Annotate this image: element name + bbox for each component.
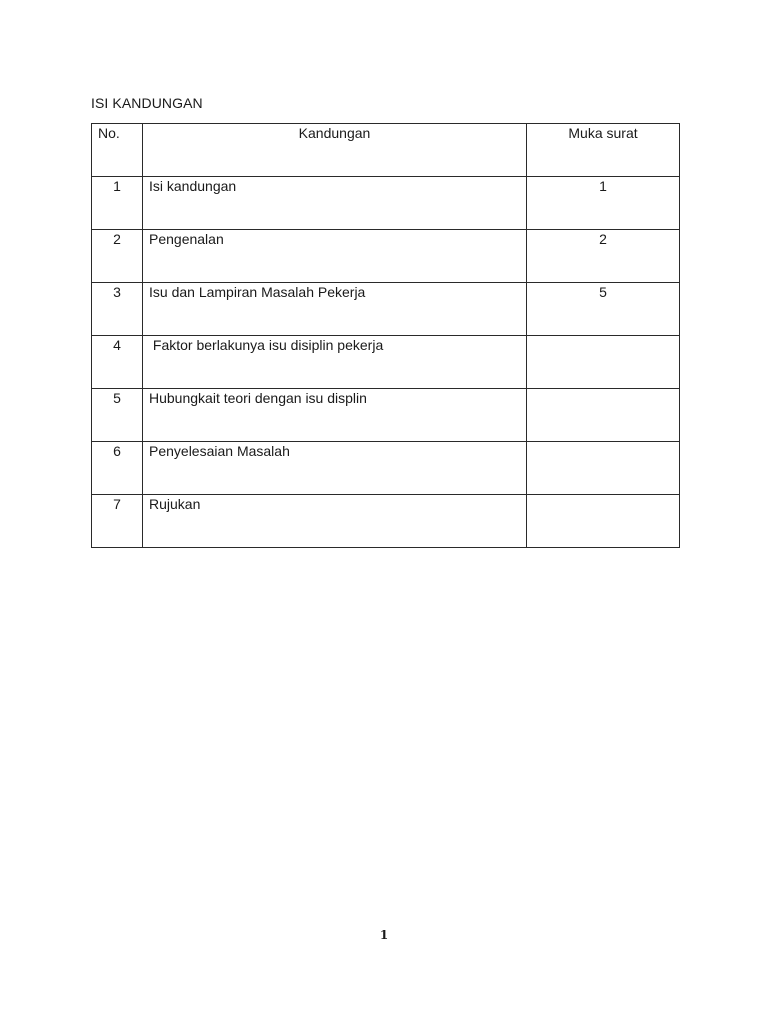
row-page [527,336,680,389]
row-no: 1 [92,177,143,230]
row-page: 5 [527,283,680,336]
row-page: 2 [527,230,680,283]
table-row [92,177,680,230]
row-content: Penyelesaian Masalah [143,442,527,495]
table-row [92,336,680,389]
row-page [527,389,680,442]
row-no: 3 [92,283,143,336]
table-row [92,230,680,283]
row-no: 6 [92,442,143,495]
table-row [92,389,680,442]
table-row [92,495,680,548]
row-page [527,442,680,495]
row-content: Rujukan [143,495,527,548]
row-no: 4 [92,336,143,389]
row-no: 2 [92,230,143,283]
row-content: Faktor berlakunya isu disiplin pekerja [143,336,527,389]
header-content: Kandungan [143,124,527,177]
header-page: Muka surat [527,124,680,177]
table-header-row [92,124,680,177]
document-title: ISI KANDUNGAN [91,95,203,111]
table-row [92,442,680,495]
row-no: 5 [92,389,143,442]
row-page: 1 [527,177,680,230]
page-number: 1 [379,928,389,942]
contents-table [91,123,680,548]
table-row [92,283,680,336]
row-content: Pengenalan [143,230,527,283]
row-content: Hubungkait teori dengan isu displin [143,389,527,442]
row-content: Isu dan Lampiran Masalah Pekerja [143,283,527,336]
row-no: 7 [92,495,143,548]
row-content: Isi kandungan [143,177,527,230]
row-page [527,495,680,548]
header-no: No. [92,124,143,177]
